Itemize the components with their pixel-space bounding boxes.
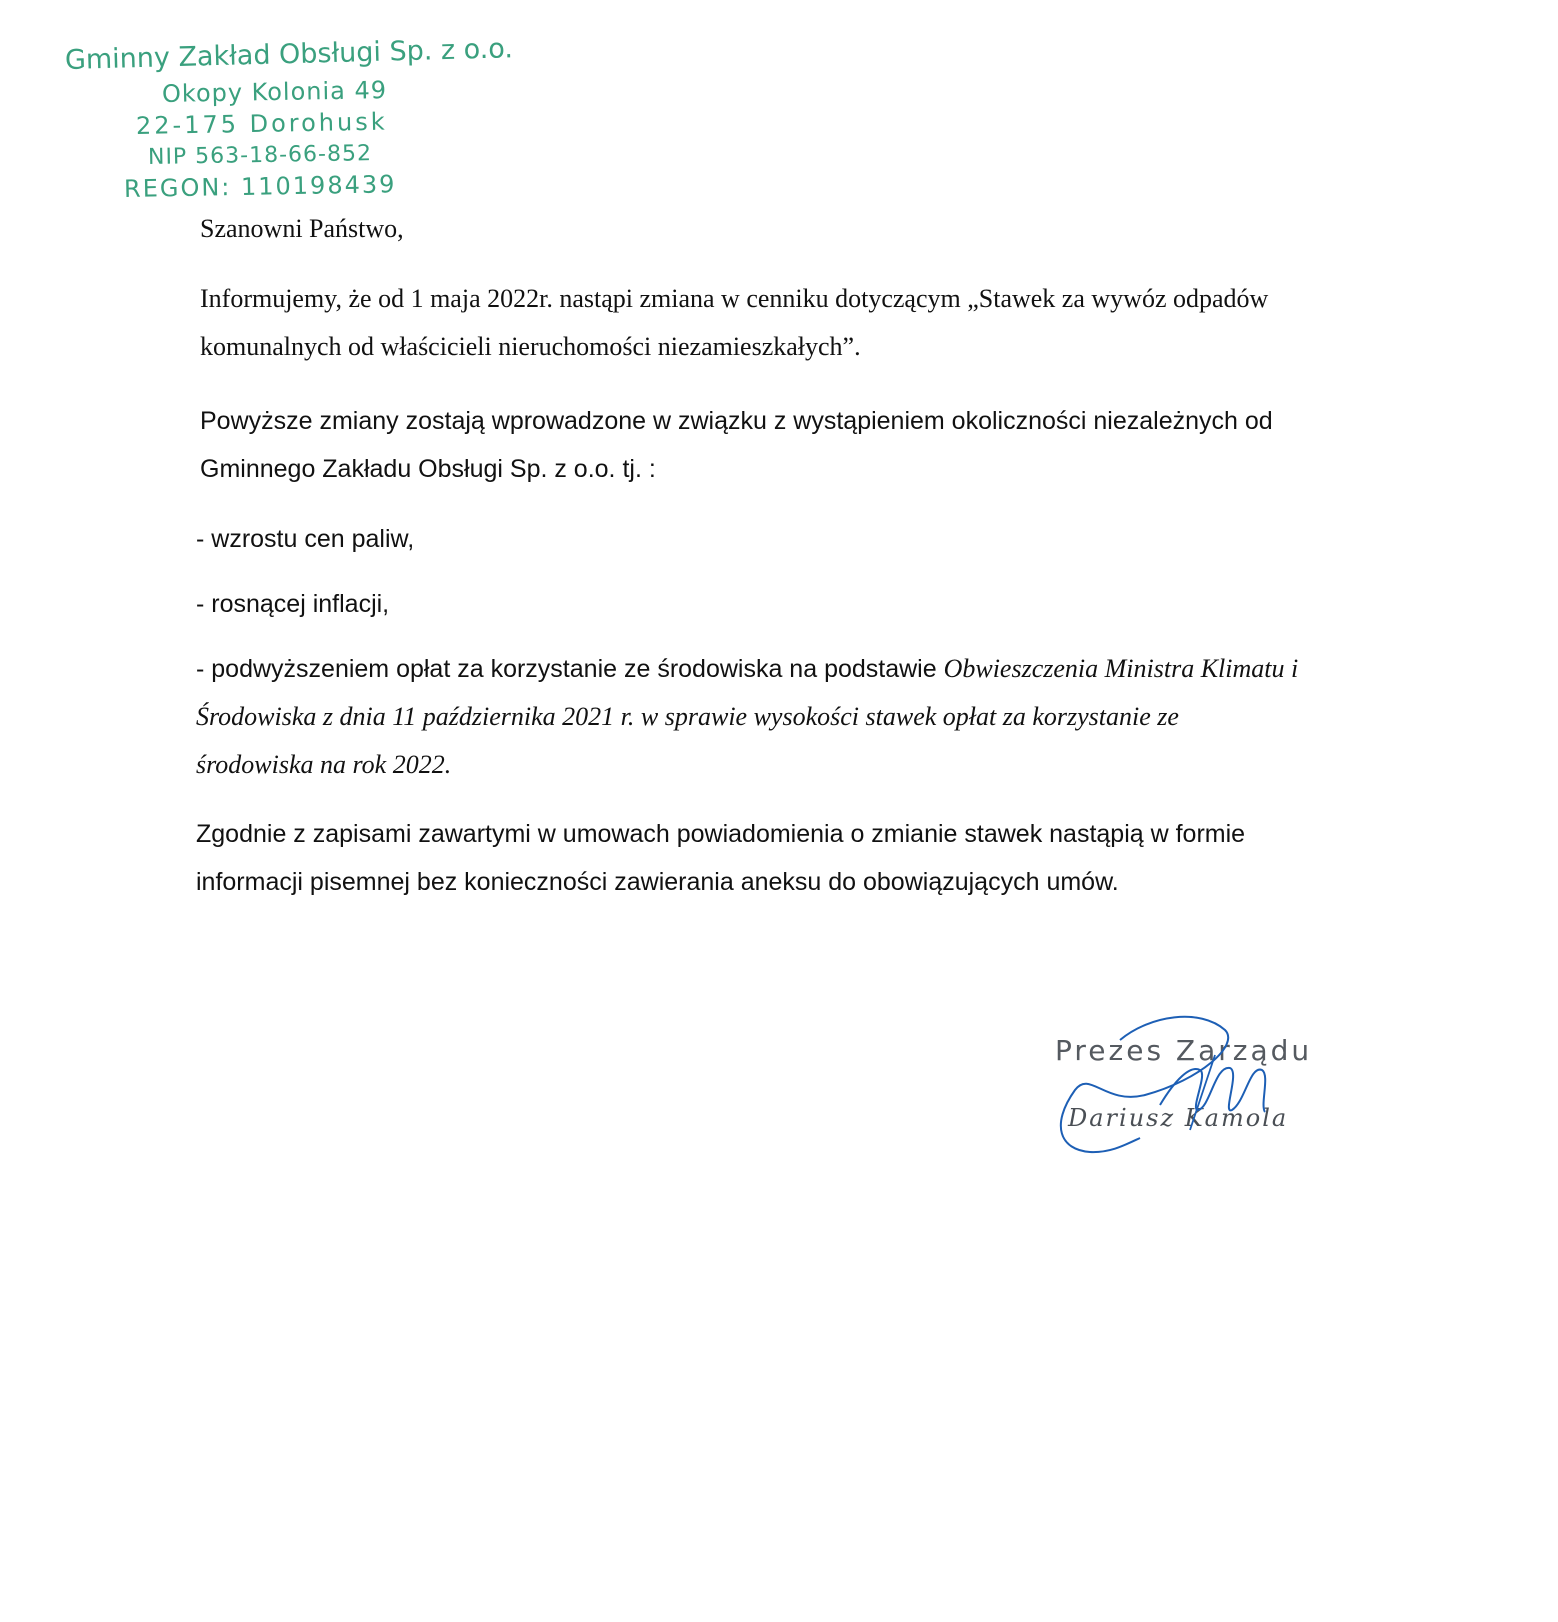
bullet-environment-fees — [196, 645, 1396, 789]
bullet-environment-fees-prefix: - podwyższeniem opłat za korzystanie ze środowiska na podstawie — [196, 655, 944, 683]
bullet-inflation: - rosnącej inflacji, — [196, 590, 390, 618]
stamp-company-name: Gminny Zakład Obsługi Sp. z o.o. — [64, 33, 514, 76]
stamp-address: Okopy Kolonia 49 — [161, 76, 388, 108]
regulation-title-line1: Obwieszczenia Ministra Klimatu i — [943, 654, 1299, 683]
signature-name: Dariusz Kamola — [1068, 1104, 1289, 1132]
greeting: Szanowni Państwo, — [200, 214, 404, 243]
signature-title: Prezes Zarządu — [1055, 1034, 1313, 1067]
paragraph-reasons-line2: Gminnego Zakładu Obsługi Sp. z o.o. tj. : — [200, 455, 656, 483]
paragraph-intro — [200, 275, 1400, 371]
bullet-fuel-prices: - wzrostu cen paliw, — [196, 525, 415, 553]
paragraph-notification-line1: Zgodnie z zapisami zawartymi w umowach powiadomienia o zmianie stawek nastąpią w formie — [196, 820, 1246, 848]
stamp-postal-code: 22-175 Dorohusk — [135, 107, 388, 140]
paragraph-intro-line2: komunalnych od właścicieli nieruchomości niezamieszkałych”. — [200, 332, 861, 361]
paragraph-intro-line1: Informujemy, że od 1 maja 2022r. nastąpi zmiana w cenniku dotyczącym „Stawek za wywóz odpadów — [200, 284, 1269, 313]
signature-block — [1050, 1010, 1340, 1160]
paragraph-reasons — [200, 397, 1400, 493]
stamp-nip: NIP 563-18-66-852 — [147, 141, 373, 170]
paragraph-notification — [196, 810, 1396, 906]
regulation-title-line2: Środowiska z dnia 11 października 2021 r. w sprawie wysokości stawek opłat za korzystanie ze — [196, 702, 1179, 731]
stamp-regon: REGON: 110198439 — [123, 170, 397, 203]
paragraph-notification-line2: informacji pisemnej bez konieczności zawierania aneksu do obowiązujących umów. — [196, 868, 1119, 896]
paragraph-reasons-line1: Powyższe zmiany zostają wprowadzone w związku z wystąpieniem okoliczności niezależnych od — [200, 407, 1273, 435]
regulation-title-line3: środowiska na rok 2022. — [196, 750, 452, 779]
handwritten-signature-icon — [1050, 1010, 1340, 1160]
